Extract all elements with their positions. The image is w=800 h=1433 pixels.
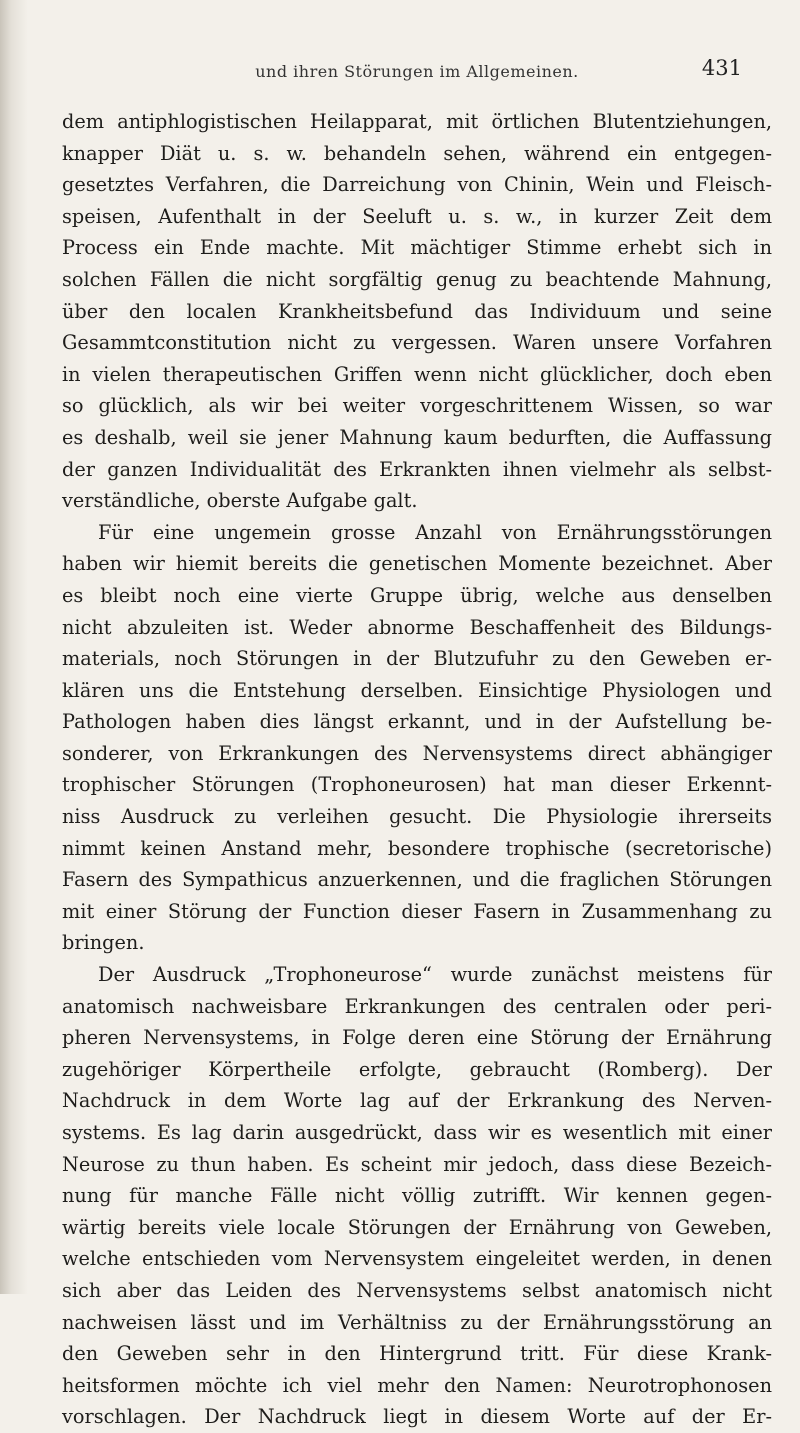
text-line: mit einer Störung der Function dieser Fasern in Zusammenhang zu [62,899,772,923]
text-line: den Geweben sehr in den Hintergrund tritt. Für diese Krank- [62,1342,772,1366]
text-line: der ganzen Individualität des Erkrankten ihnen vielmehr als selbst- [62,457,772,481]
text-line: klären uns die Entstehung derselben. Einsichtige Physiologen und [62,678,772,702]
text-line: es bleibt noch eine vierte Gruppe übrig, welche aus denselben [62,583,772,607]
text-line: pheren Nervensystems, in Folge deren eine Störung der Ernährung [62,1026,772,1050]
book-page [62,56,772,1433]
text-line: es deshalb, weil sie jener Mahnung kaum bedurften, die Auffassung [62,425,772,449]
text-line: welche entschieden vom Nervensystem eingeleitet werden, in denen [62,1247,772,1271]
running-head: und ihren Störungen im Allgemeinen. [255,62,579,81]
paragraph-1 [62,106,772,517]
text-line: knapper Diät u. s. w. behandeln sehen, während ein entgegen- [62,141,772,165]
text-line: nicht abzuleiten ist. Weder abnorme Beschaffenheit des Bildungs- [62,615,772,639]
text-line: Pathologen haben dies längst erkannt, und in der Aufstellung be- [62,710,772,734]
text-line: über den localen Krankheitsbefund das Individuum und seine [62,299,772,323]
paragraph-3 [62,959,772,1433]
text-line: Fasern des Sympathicus anzuerkennen, und die fraglichen Störungen [62,868,772,892]
text-line: gesetztes Verfahren, die Darreichung von Chinin, Wein und Fleisch- [62,173,772,197]
text-line: materials, noch Störungen in der Blutzufuhr zu den Geweben er- [62,647,772,671]
text-line: niss Ausdruck zu verleihen gesucht. Die Physiologie ihrerseits [62,805,772,829]
text-line: nimmt keinen Anstand mehr, besondere trophische (secretorische) [62,836,772,860]
text-line: dem antiphlogistischen Heilapparat, mit örtlichen Blutentziehungen, [62,110,772,133]
text-line: sonderer, von Erkrankungen des Nervensystems direct abhängiger [62,741,772,765]
text-line: Der Ausdruck „Trophoneurose“ wurde zunächst meistens für [98,963,772,987]
text-line: sich aber das Leiden des Nervensystems selbst anatomisch nicht [62,1278,772,1302]
text-line: Für eine ungemein grosse Anzahl von Ernährungsstörungen [98,520,772,544]
text-line: in vielen therapeutischen Griffen wenn nicht glücklicher, doch eben [62,362,772,386]
page-header [62,56,772,96]
text-line: so glücklich, als wir bei weiter vorgeschrittenem Wissen, so war [62,394,772,418]
text-line: speisen, Aufenthalt in der Seeluft u. s. w., in kurzer Zeit dem [62,204,772,228]
text-line: zugehöriger Körpertheile erfolgte, gebraucht (Romberg). Der [62,1057,772,1081]
text-line: verständliche, oberste Aufgabe galt. [62,489,418,513]
text-line: nung für manche Fälle nicht völlig zutrifft. Wir kennen gegen- [62,1184,772,1208]
book-binding-shadow [0,0,28,1294]
text-line: Process ein Ende machte. Mit mächtiger Stimme erhebt sich in [62,236,772,260]
text-line: bringen. [62,931,145,955]
text-line: trophischer Störungen (Trophoneurosen) hat man dieser Erkennt- [62,773,772,797]
text-line: wärtig bereits viele locale Störungen der Ernährung von Geweben, [62,1215,772,1239]
text-line: vorschlagen. Der Nachdruck liegt in diesem Worte auf der Er- [62,1405,772,1429]
text-line: Nachdruck in dem Worte lag auf der Erkrankung des Nerven- [62,1089,772,1113]
text-line: haben wir hiemit bereits die genetischen Momente bezeichnet. Aber [62,552,772,576]
text-line: Gesammtconstitution nicht zu vergessen. Waren unsere Vorfahren [62,331,772,355]
text-line: systems. Es lag darin ausgedrückt, dass wir es wesentlich mit einer [62,1121,772,1144]
text-line: solchen Fällen die nicht sorgfältig genug zu beachtende Mahnung, [62,267,772,291]
body-text [62,106,772,1433]
text-line: anatomisch nachweisbare Erkrankungen des centralen oder peri- [62,994,772,1018]
text-line: nachweisen lässt und im Verhältniss zu der Ernährungsstörung an [62,1310,772,1334]
text-line: heitsformen möchte ich viel mehr den Namen: Neurotrophonosen [62,1373,772,1397]
paragraph-2 [62,517,772,959]
page-number: 431 [701,56,742,80]
text-line: Neurose zu thun haben. Es scheint mir jedoch, dass diese Bezeich- [62,1152,772,1176]
